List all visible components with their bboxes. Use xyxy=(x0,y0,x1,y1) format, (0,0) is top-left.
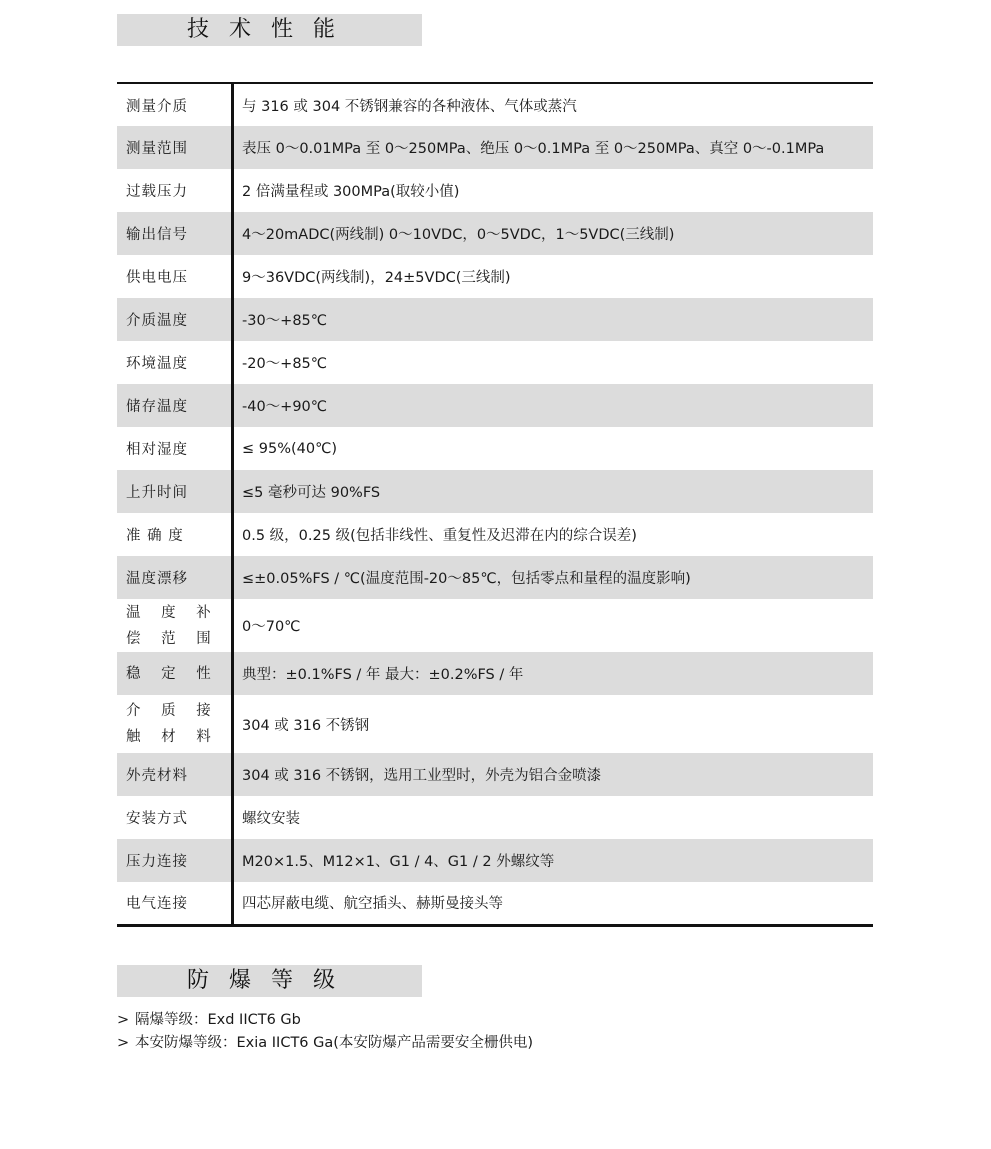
spec-label: 介质温度 xyxy=(117,298,233,341)
spec-label: 上升时间 xyxy=(117,470,233,513)
table-row xyxy=(117,556,873,599)
spec-table xyxy=(117,82,873,927)
table-row xyxy=(117,470,873,513)
table-row xyxy=(117,126,873,169)
table-row xyxy=(117,839,873,882)
spec-label: 稳 定 性 xyxy=(117,652,233,695)
spec-label: 准 确 度 xyxy=(117,513,233,556)
chevron-right-icon: > xyxy=(117,1012,130,1028)
table-row xyxy=(117,796,873,839)
spec-value: -40～+90℃ xyxy=(233,384,874,427)
list-item xyxy=(117,1032,533,1055)
spec-value: 9～36VDC(两线制)，24±5VDC(三线制) xyxy=(242,270,511,286)
spec-value: 304 或 316 不锈钢，选用工业型时，外壳为铝合金喷漆 xyxy=(233,753,874,796)
spec-value: -30～+85℃ xyxy=(233,298,874,341)
list-item-text: 隔爆等级：Exd IICT6 Gb xyxy=(135,1012,301,1028)
spec-value: 螺纹安装 xyxy=(242,811,300,827)
table-row xyxy=(117,169,873,212)
chevron-right-icon: > xyxy=(117,1035,130,1051)
spec-value: 典型：±0.1%FS / 年 最大：±0.2%FS / 年 xyxy=(233,652,874,695)
table-row xyxy=(117,695,873,753)
table-row xyxy=(117,599,873,652)
table-row xyxy=(117,753,873,796)
spec-label: 环境温度 xyxy=(117,341,233,384)
table-row xyxy=(117,427,873,470)
spec-label: 测量范围 xyxy=(117,126,233,169)
table-row xyxy=(117,882,873,925)
table-row xyxy=(117,341,873,384)
spec-label: 过载压力 xyxy=(117,169,233,212)
spec-value: ≤ 95%(40℃) xyxy=(242,440,338,457)
explosion-section-title: 防爆等级 xyxy=(117,965,422,997)
table-row xyxy=(117,652,873,695)
spec-value: 0.5 级，0.25 级(包括非线性、重复性及迟滞在内的综合误差) xyxy=(242,528,637,544)
table-row xyxy=(117,298,873,341)
table-row xyxy=(117,513,873,556)
spec-label: 介 质 接 触 材 料 xyxy=(117,695,233,753)
spec-value: -20～+85℃ xyxy=(242,356,328,372)
spec-value: 与 316 或 304 不锈钢兼容的各种液体、气体或蒸汽 xyxy=(242,98,577,115)
spec-value: 0～70℃ xyxy=(242,619,301,635)
spec-value: 四芯屏蔽电缆、航空插头、赫斯曼接头等 xyxy=(242,896,503,913)
list-item-text: 本安防爆等级：Exia IICT6 Ga(本安防爆产品需要安全栅供电) xyxy=(135,1035,534,1051)
table-row xyxy=(117,212,873,255)
spec-value: 4～20mADC(两线制) 0～10VDC，0～5VDC，1～5VDC(三线制) xyxy=(233,212,874,255)
spec-value: M20×1.5、M12×1、G1 / 4、G1 / 2 外螺纹等 xyxy=(233,839,874,882)
spec-label: 供电电压 xyxy=(117,255,233,298)
table-row xyxy=(117,384,873,427)
spec-label: 储存温度 xyxy=(117,384,233,427)
spec-label: 安装方式 xyxy=(117,796,233,839)
spec-value: 2 倍满量程或 300MPa(取较小值) xyxy=(242,184,460,200)
list-item xyxy=(117,1009,533,1032)
table-row xyxy=(117,83,873,126)
spec-label: 输出信号 xyxy=(117,212,233,255)
spec-value: 304 或 316 不锈钢 xyxy=(242,717,370,734)
spec-label: 测量介质 xyxy=(117,83,233,126)
tech-section-title: 技术性能 xyxy=(117,14,422,46)
spec-label: 温 度 补 偿 范 围 xyxy=(117,599,233,652)
explosion-list xyxy=(117,1009,533,1055)
spec-value: ≤5 毫秒可达 90%FS xyxy=(233,470,874,513)
spec-label: 温度漂移 xyxy=(117,556,233,599)
spec-label: 电气连接 xyxy=(117,882,233,925)
spec-label: 相对湿度 xyxy=(117,427,233,470)
spec-value: 表压 0～0.01MPa 至 0～250MPa、绝压 0～0.1MPa 至 0～250MPa、真空 0～-0.1MPa xyxy=(233,126,874,169)
spec-value: ≤±0.05%FS / ℃(温度范围-20～85℃，包括零点和量程的温度影响) xyxy=(233,556,874,599)
spec-label: 外壳材料 xyxy=(117,753,233,796)
spec-label: 压力连接 xyxy=(117,839,233,882)
table-row xyxy=(117,255,873,298)
